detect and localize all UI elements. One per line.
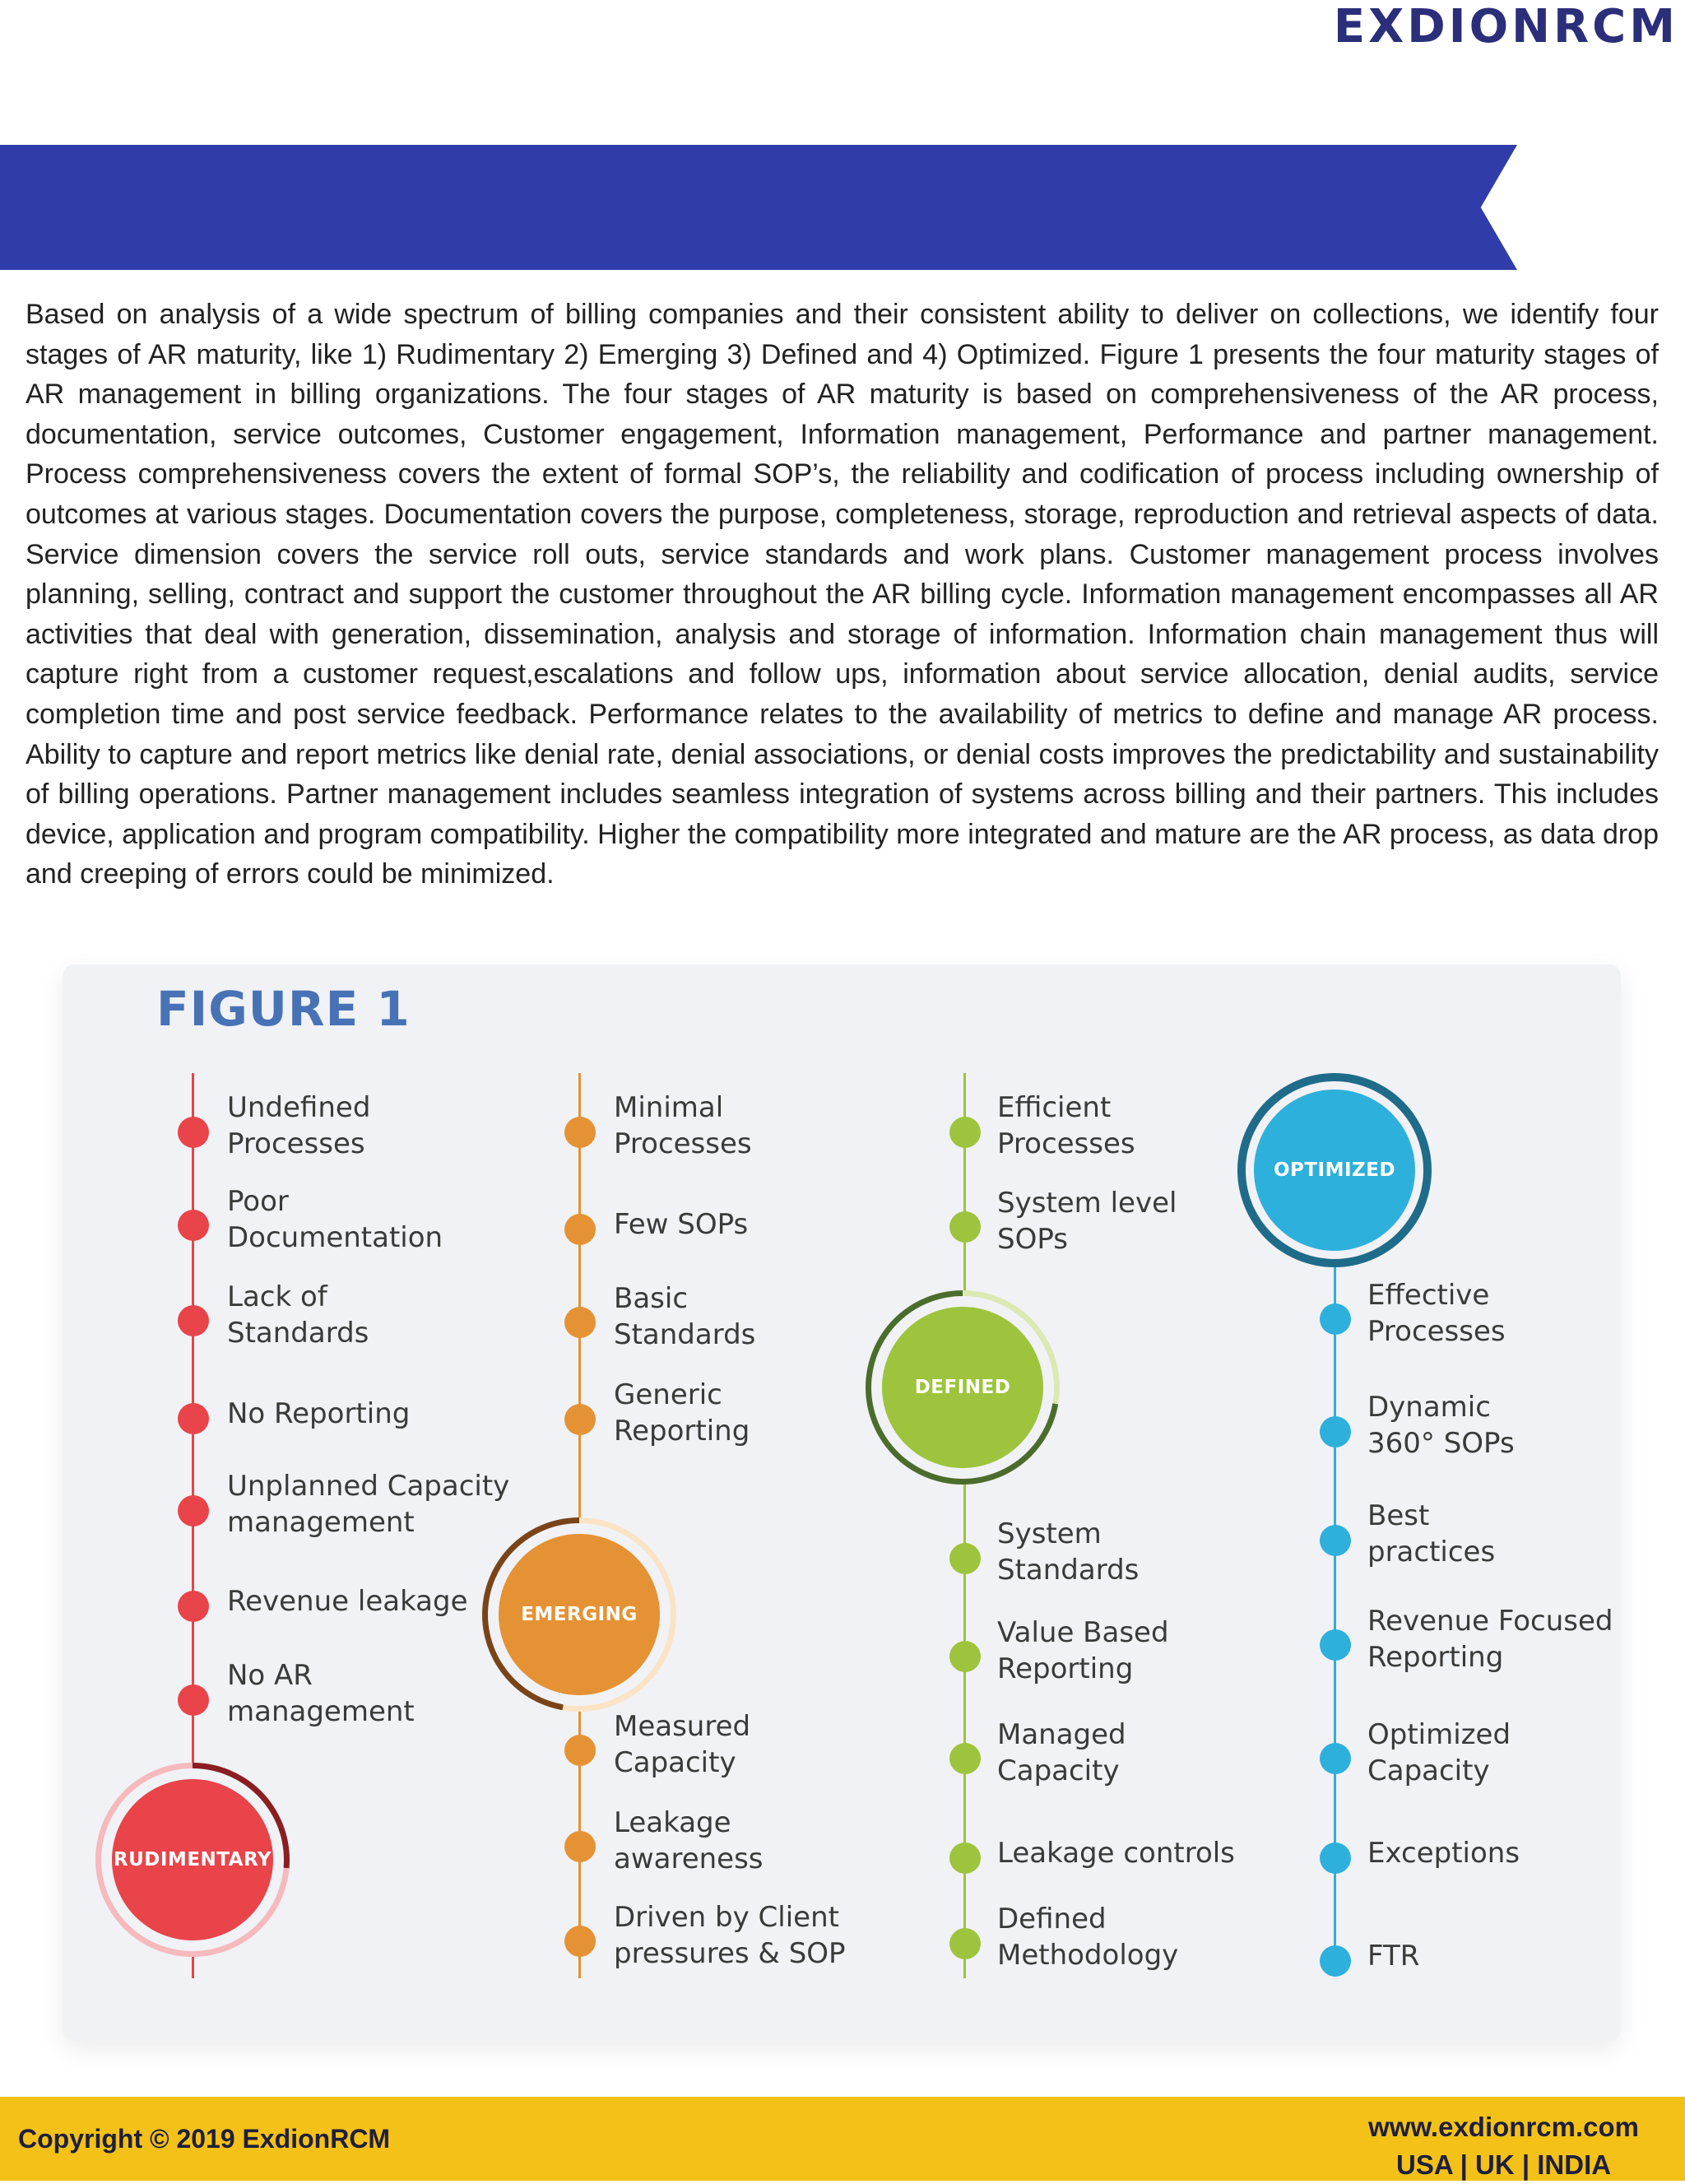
rudimentary-dot bbox=[178, 1210, 209, 1241]
rudimentary-item: Unplanned Capacity management bbox=[227, 1470, 510, 1539]
rudimentary-dot bbox=[178, 1403, 209, 1434]
rudimentary-dot bbox=[178, 1117, 209, 1148]
optimized-item: Best practices bbox=[1367, 1499, 1496, 1568]
footer-contact bbox=[1368, 2108, 1639, 2184]
rudimentary-item: No Reporting bbox=[227, 1397, 411, 1430]
page-title: eARMM: a maturity framework for AR improvement program bbox=[18, 37, 1325, 88]
emerging-dot bbox=[564, 1735, 596, 1766]
rudimentary-badge: RUDIMENTARY bbox=[112, 1779, 273, 1940]
defined-item: Value Based Reporting bbox=[997, 1616, 1169, 1685]
rudimentary-dot bbox=[178, 1591, 209, 1622]
emerging-badge-ring bbox=[482, 1517, 676, 1712]
emerging-dot bbox=[564, 1214, 596, 1245]
intro-paragraph: Based on analysis of a wide spectrum of billing companies and their consistent ability to deliver on collections, we identify four stages of AR maturity, like 1) Rudimentary 2) Emerging 3) Defined and 4) Optimized. Figure 1 presents the four maturity stages of AR management in billing organizations. The four stages of AR maturity is based on comprehensiveness of the AR process, documentation, service outcomes, Customer engagement, Information management, Performance and partner management. Process comprehensiveness covers the extent of formal SOP’s, the reliability and codification of process including ownership of outcomes at various stages. Documentation covers the purpose, completeness, storage, reproduction and retrieval aspects of data. Service dimension covers the service roll outs, service standards and work plans. Customer management process involves planning, selling, contract and support the customer throughout the AR billing cycle. Information management encompasses all AR activities that deal with generation, dissemination, analysis and storage of information. Information chain management thus will capture right from a customer request,escalations and follow ups, information about service allocation, denial audits, service completion time and post service feedback. Performance relates to the availability of metrics to define and manage AR process. Ability to capture and report metrics like denial rate, denial associations, or denial costs improves the predictability and sustainability of billing operations. Partner management includes seamless integration of systems across billing and their partners. This includes device, application and program compatibility. Higher the compatibility more integrated and mature are the AR process, as data drop and creeping of errors could be minimized. bbox=[26, 299, 1659, 890]
defined-dot bbox=[949, 1117, 981, 1148]
optimized-badge-ring bbox=[1237, 1073, 1432, 1267]
logo-text: EXDIONRCM bbox=[1333, 0, 1678, 53]
defined-item: Defined Methodology bbox=[997, 1903, 1179, 1972]
optimized-dot bbox=[1320, 1945, 1351, 1977]
emerging-item: Minimal Processes bbox=[614, 1091, 752, 1160]
defined-dot bbox=[949, 1842, 981, 1874]
rudimentary-dot bbox=[178, 1495, 209, 1526]
optimized-item: FTR bbox=[1367, 1940, 1420, 1973]
defined-dot bbox=[949, 1211, 981, 1243]
optimized-badge: OPTIMIZED bbox=[1254, 1090, 1415, 1251]
optimized-item: Revenue Focused Reporting bbox=[1367, 1605, 1613, 1674]
defined-item: Managed Capacity bbox=[997, 1718, 1126, 1787]
optimized-dot bbox=[1320, 1525, 1351, 1556]
defined-dot bbox=[949, 1641, 981, 1672]
emerging-item: Generic Reporting bbox=[614, 1378, 750, 1447]
emerging-dot bbox=[564, 1117, 596, 1148]
optimized-dot bbox=[1320, 1416, 1351, 1447]
figure-title: FIGURE 1 bbox=[156, 981, 411, 1037]
emerging-item: Few SOPs bbox=[614, 1208, 749, 1241]
defined-item: System level SOPs bbox=[997, 1187, 1177, 1256]
office-locations: USA | UK | INDIA bbox=[1396, 2149, 1612, 2180]
rudimentary-dot bbox=[178, 1305, 209, 1336]
rudimentary-item: Poor Documentation bbox=[227, 1185, 443, 1254]
defined-dot bbox=[949, 1743, 981, 1774]
rudimentary-item: Lack of Standards bbox=[227, 1280, 369, 1350]
emerging-dot bbox=[564, 1926, 596, 1957]
emerging-dot bbox=[564, 1404, 596, 1435]
figure-panel bbox=[63, 964, 1621, 2041]
title-banner bbox=[0, 145, 1517, 270]
emerging-item: Driven by Client pressures & SOP bbox=[614, 1901, 846, 1970]
defined-item: System Standards bbox=[997, 1517, 1140, 1587]
defined-dot bbox=[949, 1928, 981, 1959]
rudimentary-item: No AR management bbox=[227, 1659, 415, 1728]
defined-badge-ring bbox=[866, 1290, 1060, 1485]
footer-bar bbox=[0, 2097, 1685, 2181]
copyright-text: Copyright © 2019 ExdionRCM bbox=[18, 2124, 391, 2154]
optimized-item: Dynamic 360° SOPs bbox=[1367, 1391, 1515, 1460]
company-logo bbox=[1333, 0, 1678, 53]
optimized-dot bbox=[1320, 1842, 1351, 1874]
rudimentary-item: Revenue leakage bbox=[227, 1585, 468, 1618]
defined-item: Leakage controls bbox=[997, 1837, 1235, 1870]
defined-item: Efficient Processes bbox=[997, 1091, 1135, 1160]
optimized-item: Effective Processes bbox=[1367, 1279, 1506, 1348]
optimized-dot bbox=[1320, 1629, 1351, 1661]
rudimentary-badge-ring bbox=[95, 1763, 290, 1957]
rudimentary-dot bbox=[178, 1684, 209, 1716]
emerging-badge: EMERGING bbox=[499, 1534, 660, 1695]
emerging-item: Measured Capacity bbox=[614, 1710, 751, 1779]
optimized-item: Optimized Capacity bbox=[1367, 1718, 1511, 1787]
emerging-dot bbox=[564, 1831, 596, 1862]
website-link[interactable]: www.exdionrcm.com bbox=[1368, 2112, 1639, 2142]
emerging-item: Basic Standards bbox=[614, 1282, 756, 1351]
optimized-dot bbox=[1320, 1743, 1351, 1774]
optimized-item: Exceptions bbox=[1367, 1837, 1520, 1870]
emerging-dot bbox=[564, 1307, 596, 1338]
defined-dot bbox=[949, 1543, 981, 1574]
emerging-item: Leakage awareness bbox=[614, 1806, 764, 1875]
optimized-dot bbox=[1320, 1303, 1351, 1335]
defined-badge: DEFINED bbox=[882, 1307, 1043, 1468]
rudimentary-item: Undefined Processes bbox=[227, 1091, 371, 1160]
